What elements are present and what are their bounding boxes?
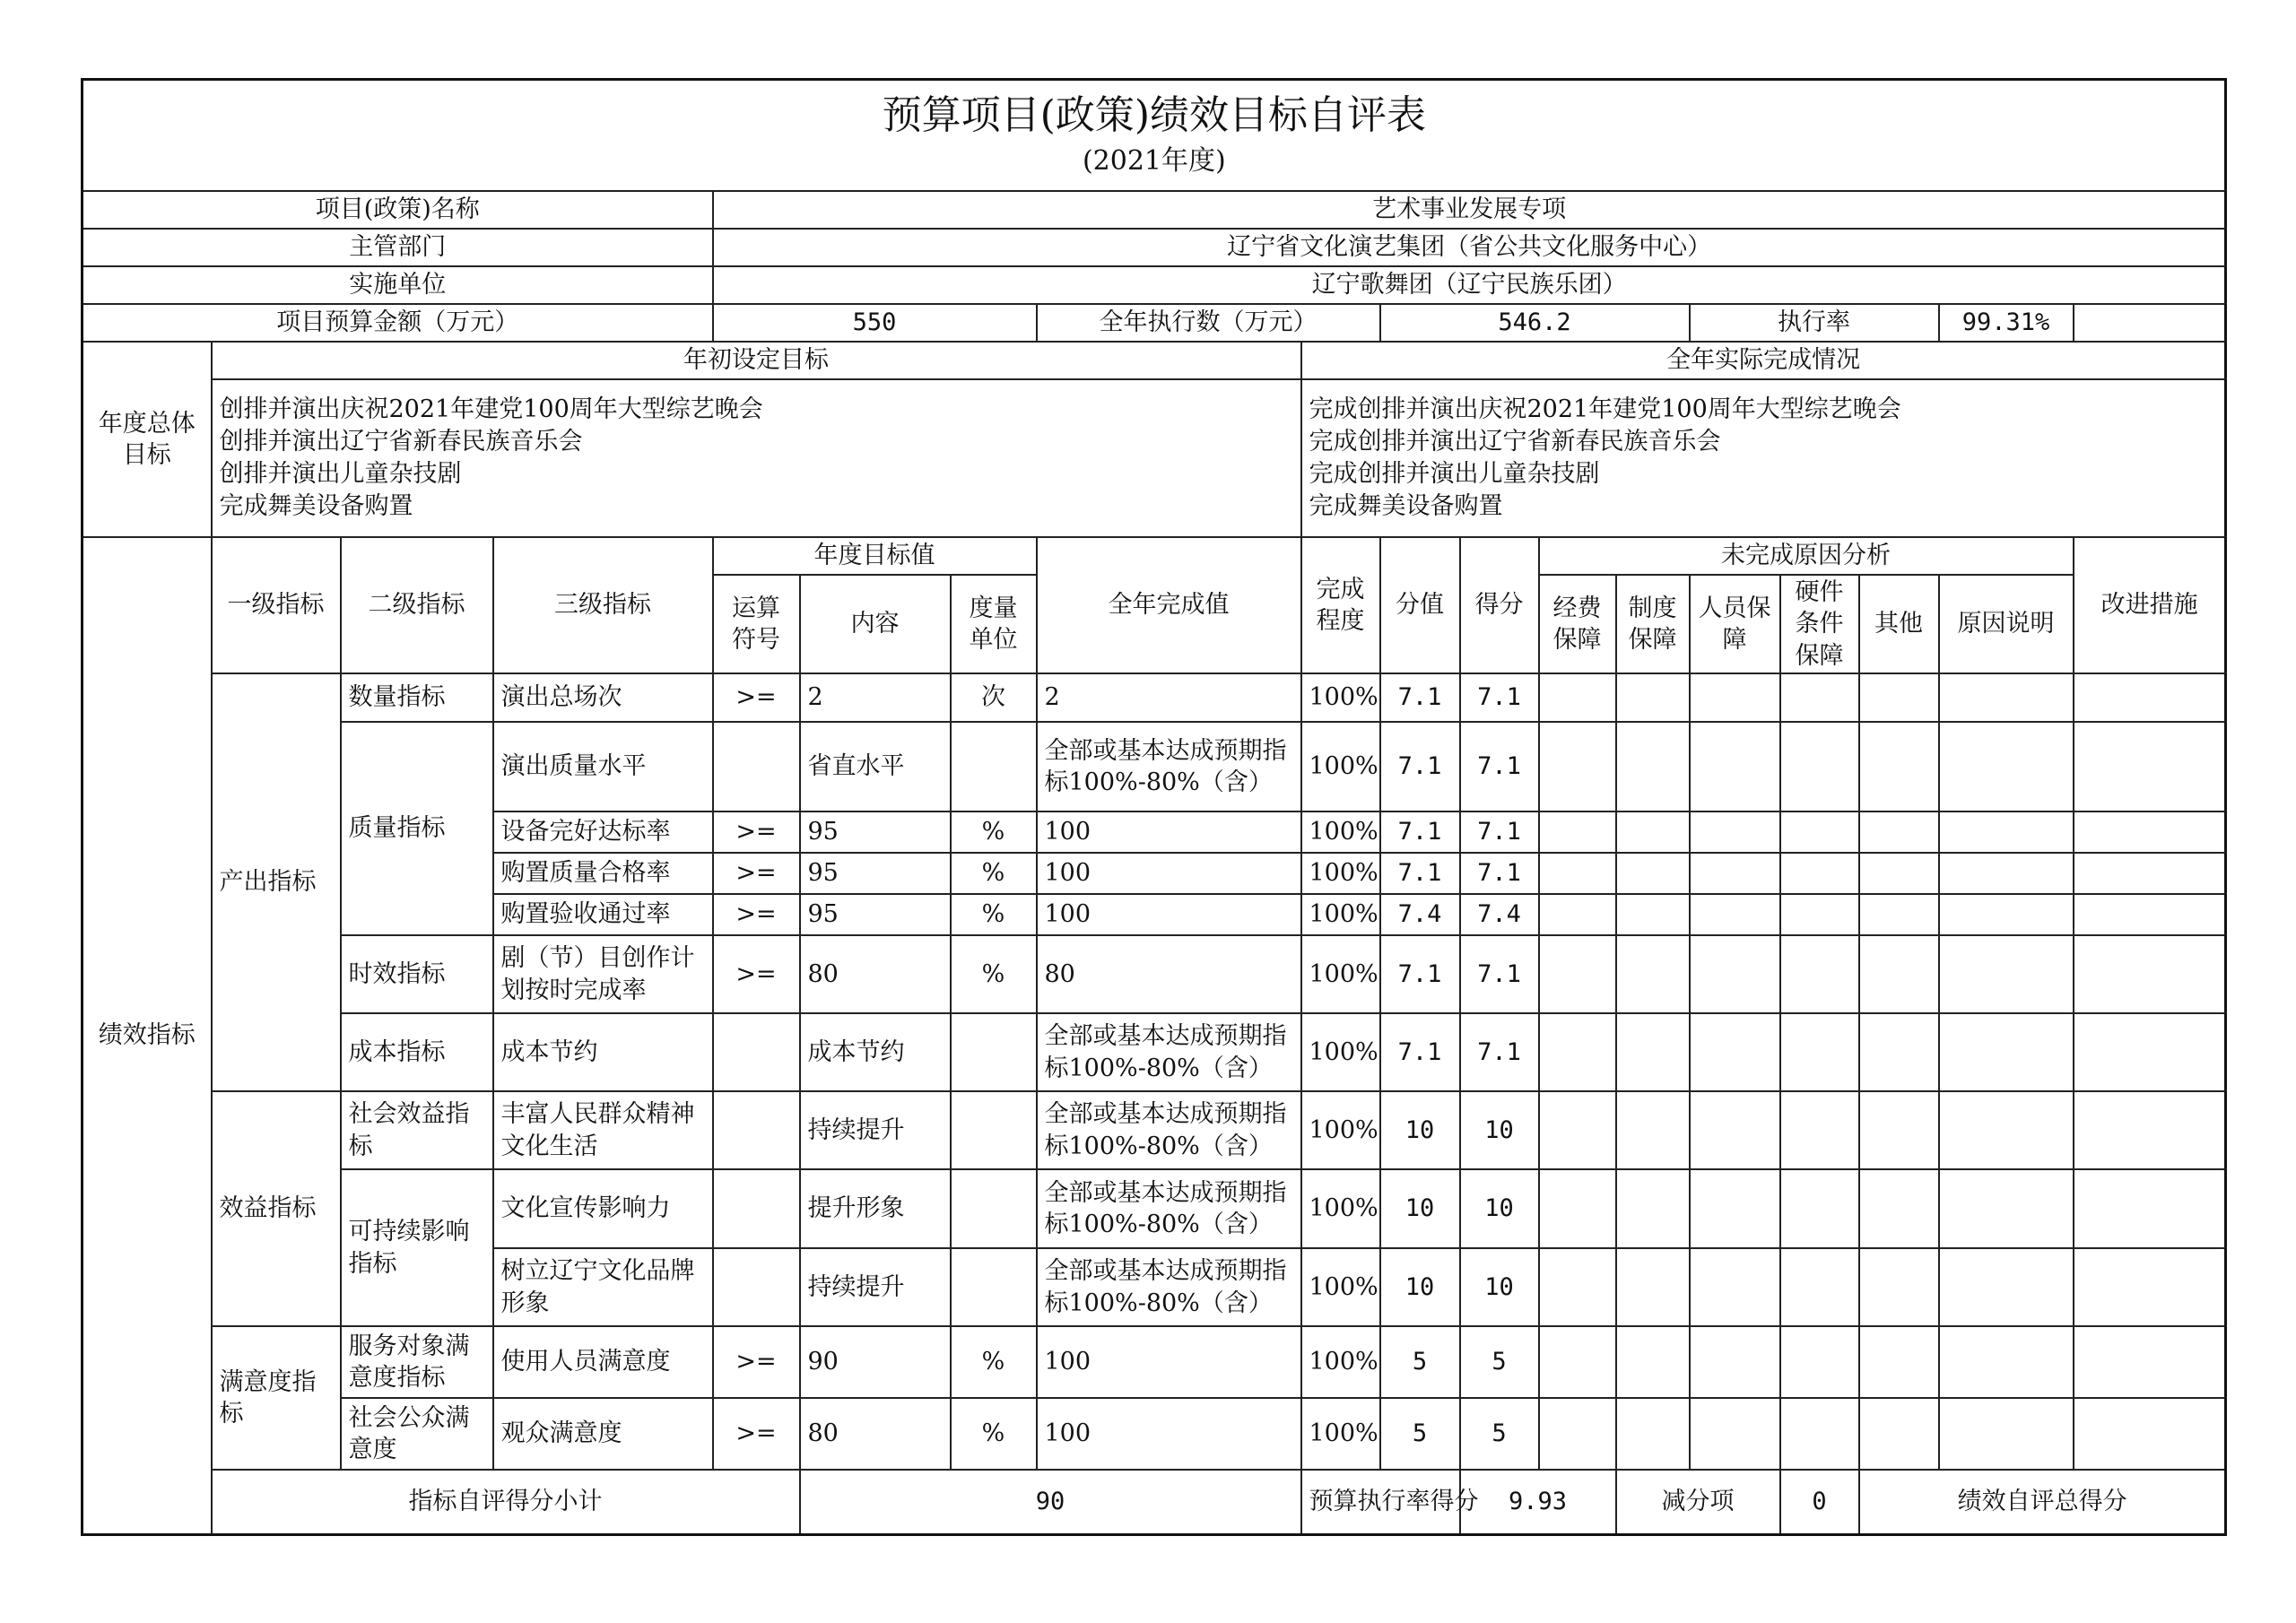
sub-time: 时效指标 [341,935,493,1013]
total-label: 绩效自评总得分 [1859,1470,2226,1534]
unit-cell: 次 [951,673,1037,722]
op-cell: >= [713,894,800,935]
got-cell: 7.4 [1460,894,1539,935]
score-cell: 7.1 [1380,812,1460,853]
content-cell: 95 [800,894,951,935]
score-cell: 7.1 [1380,673,1460,722]
rate-label: 执行率 [1690,304,1939,342]
content-cell: 90 [800,1326,951,1398]
score-cell: 5 [1380,1326,1460,1398]
header-improve: 改进措施 [2074,537,2226,673]
actual-cell: 全部或基本达成预期指标100%-80%（含） [1037,722,1301,812]
list-item: 创排并演出辽宁省新春民族音乐会 [219,428,583,456]
got-cell: 10 [1460,1248,1539,1326]
got-cell: 7.1 [1460,673,1539,722]
actual-cell: 全部或基本达成预期指标100%-80%（含） [1037,1169,1301,1248]
exec-value: 546.2 [1380,304,1690,342]
op-cell: >= [713,853,800,894]
header-score: 分值 [1380,537,1460,673]
unit-label: 实施单位 [83,266,713,304]
header-l2: 二级指标 [341,537,493,673]
header-r5: 其他 [1859,575,1939,673]
sub-service: 服务对象满意度指标 [341,1326,493,1398]
list-item: 完成舞美设备购置 [219,492,413,520]
unit-cell [951,1013,1037,1091]
header-unit: 度量单位 [951,575,1037,673]
unit-value: 辽宁歌舞团（辽宁民族乐团） [713,266,2226,304]
degree-cell: 100% [1301,1169,1380,1248]
degree-cell: 100% [1301,853,1380,894]
content-cell: 持续提升 [800,1091,951,1169]
header-reason: 未完成原因分析 [1539,537,2074,575]
list-item: 创排并演出儿童杂技剧 [219,460,462,488]
unit-cell [951,722,1037,812]
header-target: 年度目标值 [713,537,1037,575]
op-cell [713,1169,800,1248]
deduct-label: 减分项 [1616,1470,1780,1534]
l3-cell: 设备完好达标率 [493,812,713,853]
content-cell: 80 [800,935,951,1013]
content-cell: 成本节约 [800,1013,951,1091]
l3-cell: 购置质量合格率 [493,853,713,894]
sub-sustain: 可持续影响指标 [341,1169,493,1326]
actual-cell: 100 [1037,853,1301,894]
unit-cell: % [951,935,1037,1013]
subtotal-value: 90 [800,1470,1301,1534]
header-r3: 人员保障 [1690,575,1780,673]
header-l1: 一级指标 [212,537,341,673]
op-cell: >= [713,812,800,853]
degree-cell: 100% [1301,1326,1380,1398]
op-cell: >= [713,1326,800,1398]
l3-cell: 成本节约 [493,1013,713,1091]
got-cell: 10 [1460,1091,1539,1169]
content-cell: 持续提升 [800,1248,951,1326]
score-cell: 7.1 [1380,722,1460,812]
goal-actual-list [1301,379,2226,537]
header-l3: 三级指标 [493,537,713,673]
score-cell: 7.1 [1380,1013,1460,1091]
unit-cell [951,1091,1037,1169]
score-cell: 7.1 [1380,853,1460,894]
content-cell: 80 [800,1398,951,1470]
subtotal-label: 指标自评得分小计 [212,1470,800,1534]
group-output: 产出指标 [212,673,341,1091]
header-r1: 经费保障 [1539,575,1616,673]
l3-cell: 丰富人民群众精神文化生活 [493,1091,713,1169]
list-item: 完成舞美设备购置 [1309,492,1503,520]
list-item: 创排并演出庆祝2021年建党100周年大型综艺晚会 [219,395,763,423]
op-cell: >= [713,673,800,722]
l3-cell: 树立辽宁文化品牌形象 [493,1248,713,1326]
score-cell: 10 [1380,1169,1460,1248]
goal-set-list [212,379,1301,537]
header-content: 内容 [800,575,951,673]
actual-cell: 2 [1037,673,1301,722]
title-block [83,80,2226,192]
op-cell: >= [713,1398,800,1470]
goal-set-header: 年初设定目标 [212,342,1301,379]
unit-cell: % [951,1398,1037,1470]
actual-cell: 80 [1037,935,1301,1013]
degree-cell: 100% [1301,1091,1380,1169]
l3-cell: 演出总场次 [493,673,713,722]
content-cell: 提升形象 [800,1169,951,1248]
rate-value: 99.31% [1939,304,2074,342]
budget-label: 项目预算金额（万元） [83,304,713,342]
unit-cell: % [951,894,1037,935]
project-name-label: 项目(政策)名称 [83,191,713,229]
actual-cell: 100 [1037,1398,1301,1470]
budget-score-value: 9.93 [1460,1470,1616,1534]
content-cell: 省直水平 [800,722,951,812]
self-evaluation-table [81,78,2227,1536]
actual-cell: 全部或基本达成预期指标100%-80%（含） [1037,1013,1301,1091]
score-cell: 7.4 [1380,894,1460,935]
list-item: 完成创排并演出儿童杂技剧 [1309,460,1600,488]
got-cell: 5 [1460,1326,1539,1398]
degree-cell: 100% [1301,1398,1380,1470]
goal-actual-header: 全年实际完成情况 [1301,342,2226,379]
annual-goal-label: 年度总体目标 [83,342,212,537]
got-cell: 7.1 [1460,853,1539,894]
score-cell: 5 [1380,1398,1460,1470]
unit-cell: % [951,812,1037,853]
score-cell: 7.1 [1380,935,1460,1013]
actual-cell: 全部或基本达成预期指标100%-80%（含） [1037,1091,1301,1169]
op-cell [713,1013,800,1091]
l3-cell: 演出质量水平 [493,722,713,812]
content-cell: 2 [800,673,951,722]
group-satisfaction: 满意度指标 [212,1326,341,1470]
got-cell: 5 [1460,1398,1539,1470]
project-name-value: 艺术事业发展专项 [713,191,2226,229]
group-benefit: 效益指标 [212,1091,341,1326]
got-cell: 7.1 [1460,812,1539,853]
score-cell: 10 [1380,1091,1460,1169]
unit-cell [951,1169,1037,1248]
degree-cell: 100% [1301,673,1380,722]
header-r6: 原因说明 [1939,575,2074,673]
degree-cell: 100% [1301,1248,1380,1326]
page-subtitle: (2021年度) [1082,144,1226,177]
unit-cell [951,1248,1037,1326]
content-cell: 95 [800,812,951,853]
l3-cell: 购置验收通过率 [493,894,713,935]
unit-cell: % [951,1326,1037,1398]
header-op: 运算符号 [713,575,800,673]
header-actual: 全年完成值 [1037,537,1301,673]
header-r2: 制度保障 [1616,575,1690,673]
op-cell [713,1091,800,1169]
unit-cell: % [951,853,1037,894]
op-cell: >= [713,935,800,1013]
sub-quality: 质量指标 [341,722,493,935]
got-cell: 7.1 [1460,722,1539,812]
degree-cell: 100% [1301,1013,1380,1091]
degree-cell: 100% [1301,722,1380,812]
actual-cell: 100 [1037,812,1301,853]
sub-social: 社会效益指标 [341,1091,493,1169]
l3-cell: 剧（节）目创作计划按时完成率 [493,935,713,1013]
actual-cell: 全部或基本达成预期指标100%-80%（含） [1037,1248,1301,1326]
l3-cell: 使用人员满意度 [493,1326,713,1398]
degree-cell: 100% [1301,894,1380,935]
dept-label: 主管部门 [83,229,713,266]
header-r4: 硬件条件保障 [1780,575,1859,673]
page-title: 预算项目(政策)绩效目标自评表 [882,92,1427,139]
budget-value: 550 [713,304,1037,342]
degree-cell: 100% [1301,935,1380,1013]
l3-cell: 观众满意度 [493,1398,713,1470]
score-cell: 10 [1380,1248,1460,1326]
actual-cell: 100 [1037,894,1301,935]
got-cell: 7.1 [1460,1013,1539,1091]
perf-label: 绩效指标 [83,537,212,1534]
list-item: 完成创排并演出辽宁省新春民族音乐会 [1309,428,1721,456]
deduct-value: 0 [1780,1470,1859,1534]
header-degree: 完成程度 [1301,537,1380,673]
budget-score-label: 预算执行率得分 [1301,1470,1460,1534]
sub-public: 社会公众满意度 [341,1398,493,1470]
sub-cost: 成本指标 [341,1013,493,1091]
op-cell [713,722,800,812]
header-got: 得分 [1460,537,1539,673]
sub-quantity: 数量指标 [341,673,493,722]
degree-cell: 100% [1301,812,1380,853]
got-cell: 7.1 [1460,935,1539,1013]
got-cell: 10 [1460,1169,1539,1248]
op-cell [713,1248,800,1326]
l3-cell: 文化宣传影响力 [493,1169,713,1248]
exec-label: 全年执行数（万元） [1037,304,1380,342]
content-cell: 95 [800,853,951,894]
dept-value: 辽宁省文化演艺集团（省公共文化服务中心） [713,229,2226,266]
actual-cell: 100 [1037,1326,1301,1398]
list-item: 完成创排并演出庆祝2021年建党100周年大型综艺晚会 [1309,395,1901,423]
